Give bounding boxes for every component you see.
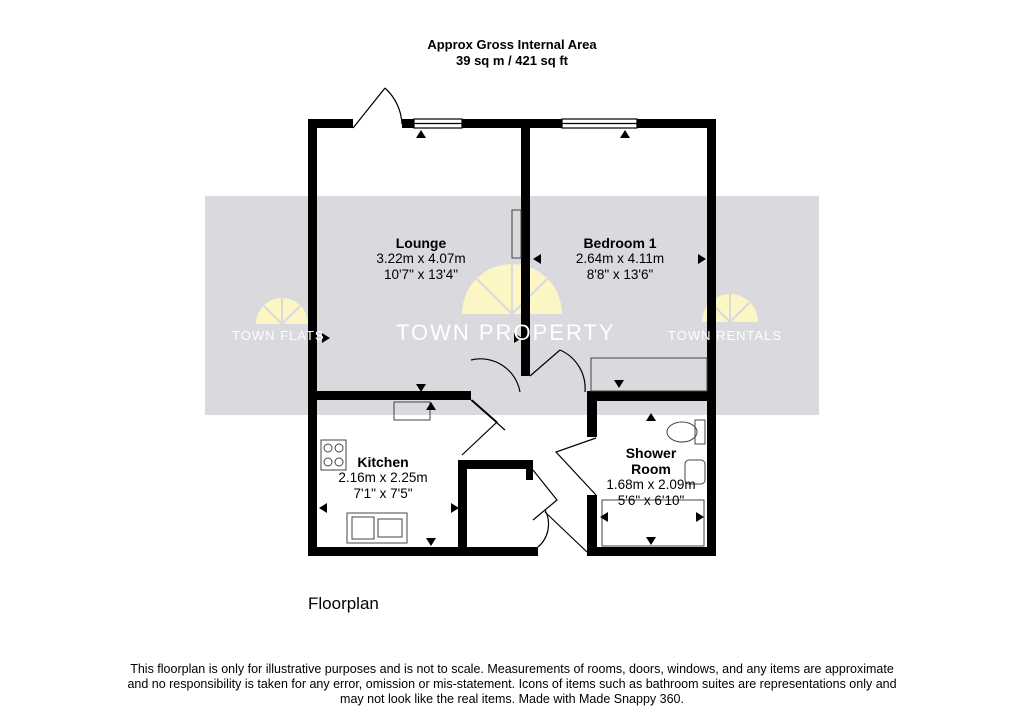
room-kitchen-metric: 2.16m x 2.25m: [338, 470, 428, 485]
watermark-center: TOWN PROPERTY: [396, 320, 616, 345]
area-value: 39 sq m / 421 sq ft: [456, 53, 568, 68]
room-shower-metric: 1.68m x 2.09m: [606, 477, 696, 492]
disclaimer-line-1: This floorplan is only for illustrative purposes and is not to scale. Measurements of rooms, doors, windows, and any items are approximate: [130, 662, 894, 676]
room-bedroom-metric: 2.64m x 4.11m: [575, 251, 665, 266]
floor-label: Floorplan: [308, 594, 379, 613]
room-lounge: [351, 235, 491, 283]
disclaimer: [120, 662, 904, 707]
room-lounge-imperial: 10'7" x 13'4": [383, 267, 459, 282]
room-kitchen: [318, 454, 448, 502]
room-shower-name-1: Shower: [625, 445, 677, 461]
watermark-right: TOWN RENTALS: [668, 328, 783, 343]
room-bedroom-imperial: 8'8" x 13'6": [586, 267, 654, 282]
window-lounge: [414, 119, 462, 128]
room-shower-imperial: 5'6" x 6'10": [617, 493, 685, 508]
window-bedroom: [562, 119, 637, 128]
room-lounge-name: Lounge: [395, 235, 447, 251]
disclaimer-line-2: and no responsibility is taken for any error, omission or mis-statement. Icons of items such as bathroom suites are representations only and: [127, 677, 897, 691]
room-kitchen-imperial: 7'1" x 7'5": [353, 486, 413, 501]
area-title: Approx Gross Internal Area: [427, 37, 597, 52]
room-bedroom-name: Bedroom 1: [583, 235, 657, 251]
room-shower: [596, 445, 706, 509]
watermark-left: TOWN FLATS: [232, 328, 325, 343]
room-kitchen-name: Kitchen: [357, 454, 409, 470]
room-shower-name-2: Room: [631, 461, 671, 477]
room-bedroom: [550, 235, 690, 283]
disclaimer-line-3: may not look like the real items. Made with Made Snappy 360.: [340, 692, 684, 706]
room-lounge-metric: 3.22m x 4.07m: [376, 251, 466, 266]
